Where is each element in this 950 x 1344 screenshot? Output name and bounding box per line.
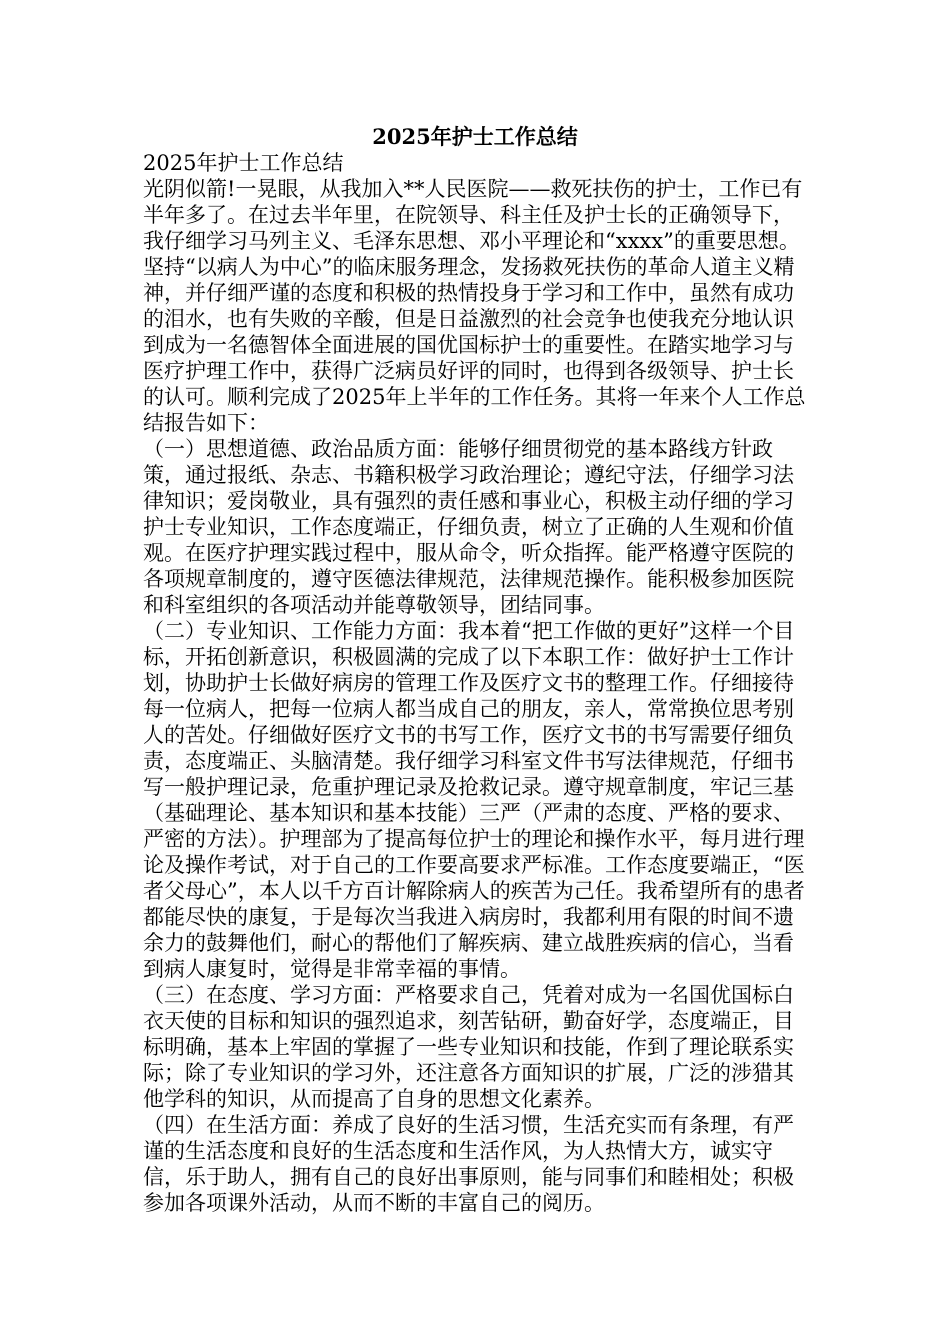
section-attitude-paragraph: （三）在态度、学习方面：严格要求自己，凭着对成为一名国优国标白衣天使的目标和知识的强烈追求，刻苦钻研，勤奋好学，态度端正，目标明确，基本上牢固的掌握了一些专业知识和技能，作到了理论联系实际；除了专业知识的学习外，还注意各方面知识的扩展，广泛的涉猎其他学科的知识，从而提高了自身的思想文化素养。: [143, 983, 794, 1111]
intro-paragraph: 光阴似箭!一晃眼，从我加入**人民医院——救死扶伤的护士，工作已有半年多了。在过去半年里，在院领导、科主任及护士长的正确领导下，我仔细学习马列主义、毛泽东思想、邓小平理论和“xxxx”的重要思想。坚持“以病人为中心”的临床服务理念，发扬救死扶伤的革命人道主义精神，并仔细严谨的态度和积极的热情投身于学习和工作中，虽然有成功的泪水，也有失败的辛酸，但是日益激烈的社会竞争也使我充分地认识到成为一名德智体全面进展的国优国标护士的重要性。在踏实地学习与医疗护理工作中，获得广泛病员好评的同时，也得到各级领导、护士长的认可。顺利完成了2025年上半年的工作任务。其将一年来个人工作总结报告如下：: [143, 177, 806, 435]
section-ideology-paragraph: （一）思想道德、政治品质方面：能够仔细贯彻党的基本路线方针政策，通过报纸、杂志、书籍积极学习政治理论；遵纪守法，仔细学习法律知识；爱岗敬业，具有强烈的责任感和事业心，积极主动仔细的学习护士专业知识，工作态度端正，仔细负责，树立了正确的人生观和价值观。在医疗护理实践过程中，服从命令，听众指挥。能严格遵守医院的各项规章制度的，遵守医德法律规范，法律规范操作。能积极参加医院和科室组织的各项活动并能尊敬领导，团结同事。: [143, 437, 794, 617]
section-professional-paragraph: （二）专业知识、工作能力方面：我本着“把工作做的更好”这样一个目标，开拓创新意识，积极圆满的完成了以下本职工作：做好护士工作计划，协助护士长做好病房的管理工作及医疗文书的整理工作。仔细接待每一位病人，把每一位病人都当成自己的朋友，亲人，常常换位思考别人的苦处。仔细做好医疗文书的书写工作，医疗文书的书写需要仔细负责，态度端正、头脑清楚。我仔细学习科室文件书写法律规范，仔细书写一般护理记录，危重护理记录及抢救记录。遵守规章制度，牢记三基（基础理论、基本知识和基本技能）三严（严肃的态度、严格的要求、严密的方法）。护理部为了提高每位护士的理论和操作水平，每月进行理论及操作考试，对于自己的工作要高要求严标准。工作态度要端正，“医者父母心”，本人以千方百计解除病人的疾苦为己任。我希望所有的患者都能尽快的康复，于是每次当我进入病房时，我都利用有限的时间不遗余力的鼓舞他们，耐心的帮他们了解疾病、建立战胜疾病的信心，当看到病人康复时，觉得是非常幸福的事情。: [143, 619, 805, 981]
document-subtitle: 2025年护士工作总结: [143, 151, 344, 175]
section-life-paragraph: （四）在生活方面：养成了良好的生活习惯，生活充实而有条理，有严谨的生活态度和良好的生活态度和生活作风，为人热情大方，诚实守信，乐于助人，拥有自己的良好出事原则，能与同事们和睦相处；积极参加各项课外活动，从而不断的丰富自己的阅历。: [143, 1113, 794, 1215]
document-body: [143, 150, 811, 1216]
document-title: 2025年护士工作总结: [372, 124, 578, 149]
